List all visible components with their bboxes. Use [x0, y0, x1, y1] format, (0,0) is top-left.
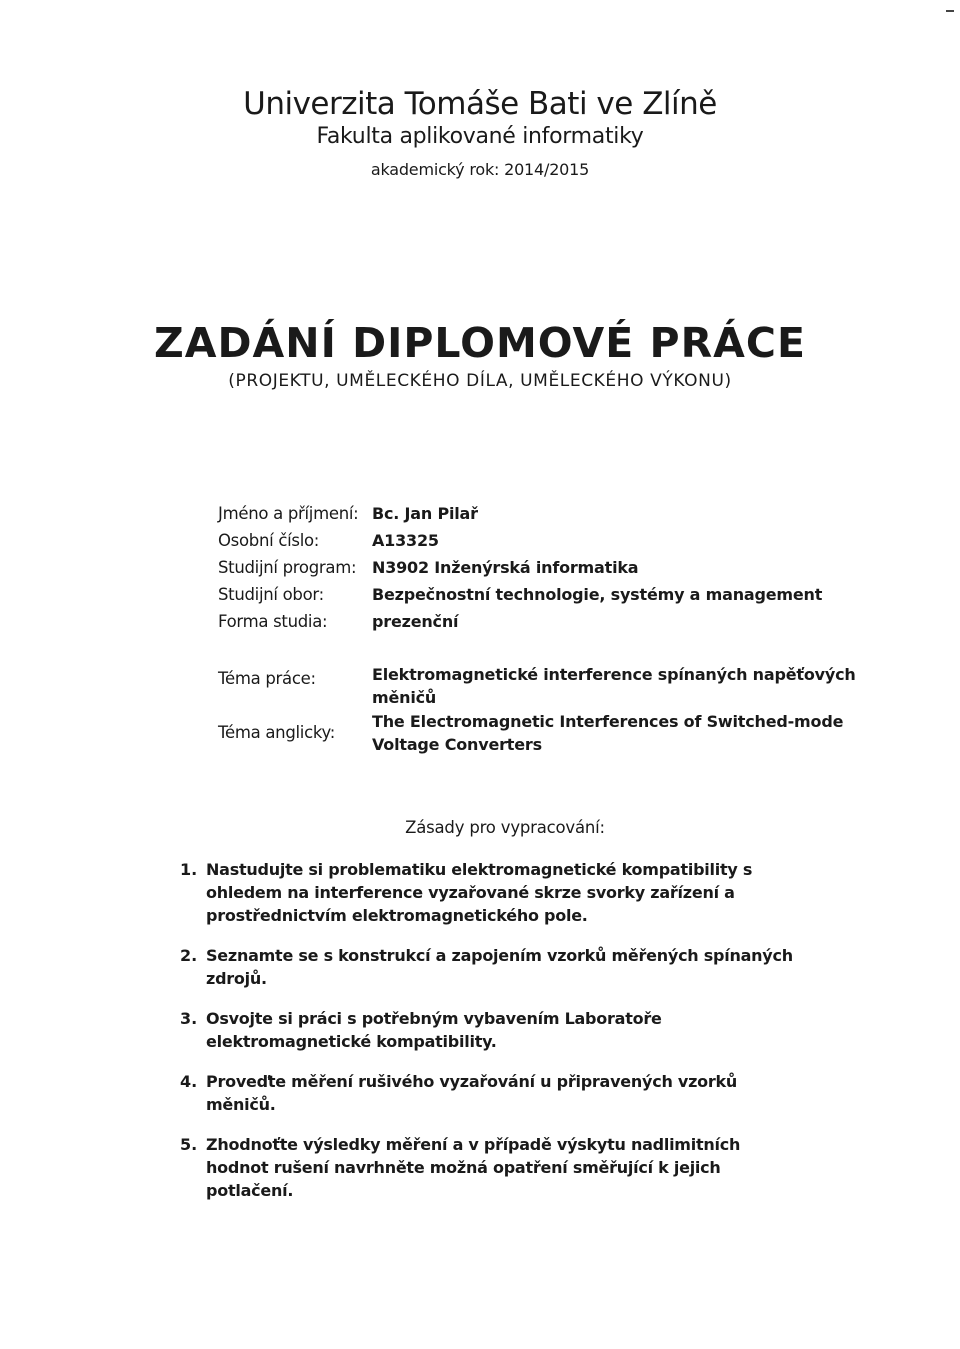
info-value: Bc. Jan Pilař [372, 504, 478, 523]
info-label: Studijní obor: [218, 585, 324, 604]
list-item [180, 858, 820, 927]
faculty-name: Fakulta aplikované informatiky [316, 124, 644, 149]
list-item [180, 944, 820, 990]
item-number: 5. [180, 1135, 198, 1154]
english-topic-value: The Electromagnetic Interferences of Switched-mode Voltage Converters [372, 712, 844, 754]
student-info [218, 500, 858, 635]
info-row-study-program [218, 554, 858, 581]
scan-mark [946, 10, 954, 12]
item-text: Osvojte si práci s potřebným vybavením Laboratoře elektromagnetické kompatibility. [206, 1009, 662, 1051]
english-topic-label: Téma anglicky: [218, 723, 336, 742]
item-number: 4. [180, 1072, 198, 1091]
item-text: Proveďte měření rušivého vyzařování u připravených vzorků měničů. [206, 1072, 738, 1114]
academic-year: akademický rok: 2014/2015 [370, 160, 590, 179]
info-label: Jméno a příjmení: [218, 504, 359, 523]
info-value: N3902 Inženýrská informatika [372, 558, 639, 577]
topic-value: Elektromagnetické interference spínaných napěťových měničů [372, 665, 856, 707]
item-number: 3. [180, 1009, 198, 1028]
document-subtitle: (PROJEKTU, UMĚLECKÉHO DÍLA, UMĚLECKÉHO VÝKONU) [228, 371, 732, 391]
info-value: Bezpečnostní technologie, systémy a management [372, 585, 823, 604]
guidelines-list [180, 858, 820, 1219]
guidelines-heading: Zásady pro vypracování: [405, 818, 605, 837]
item-text: Zhodnoťte výsledky měření a v případě výskytu nadlimitních hodnot rušení navrhněte možná opatření směřující k jejich potlačení. [206, 1135, 741, 1200]
header [0, 84, 960, 182]
university-name: Univerzita Tomáše Bati ve Zlíně [243, 86, 717, 122]
list-item [180, 1070, 820, 1116]
topic-label: Téma práce: [218, 669, 316, 688]
list-item [180, 1007, 820, 1053]
info-value: A13325 [372, 531, 439, 550]
item-text: Nastudujte si problematiku elektromagnetické kompatibility s ohledem na interference vyzařované skrze svorky zařízení a prostřednictvím elektromagnetického pole. [206, 860, 753, 925]
info-row-study-field [218, 581, 858, 608]
info-label: Studijní program: [218, 558, 357, 577]
info-label: Osobní číslo: [218, 531, 320, 550]
document-title: ZADÁNÍ DIPLOMOVÉ PRÁCE [154, 319, 806, 367]
info-row-name [218, 500, 858, 527]
item-text: Seznamte se s konstrukcí a zapojením vzorků měřených spínaných zdrojů. [206, 946, 793, 988]
info-row-study-form [218, 608, 858, 635]
item-number: 1. [180, 860, 198, 879]
list-item [180, 1133, 820, 1202]
info-row-personal-number [218, 527, 858, 554]
info-value: prezenční [372, 612, 459, 631]
info-label: Forma studia: [218, 612, 328, 631]
item-number: 2. [180, 946, 198, 965]
